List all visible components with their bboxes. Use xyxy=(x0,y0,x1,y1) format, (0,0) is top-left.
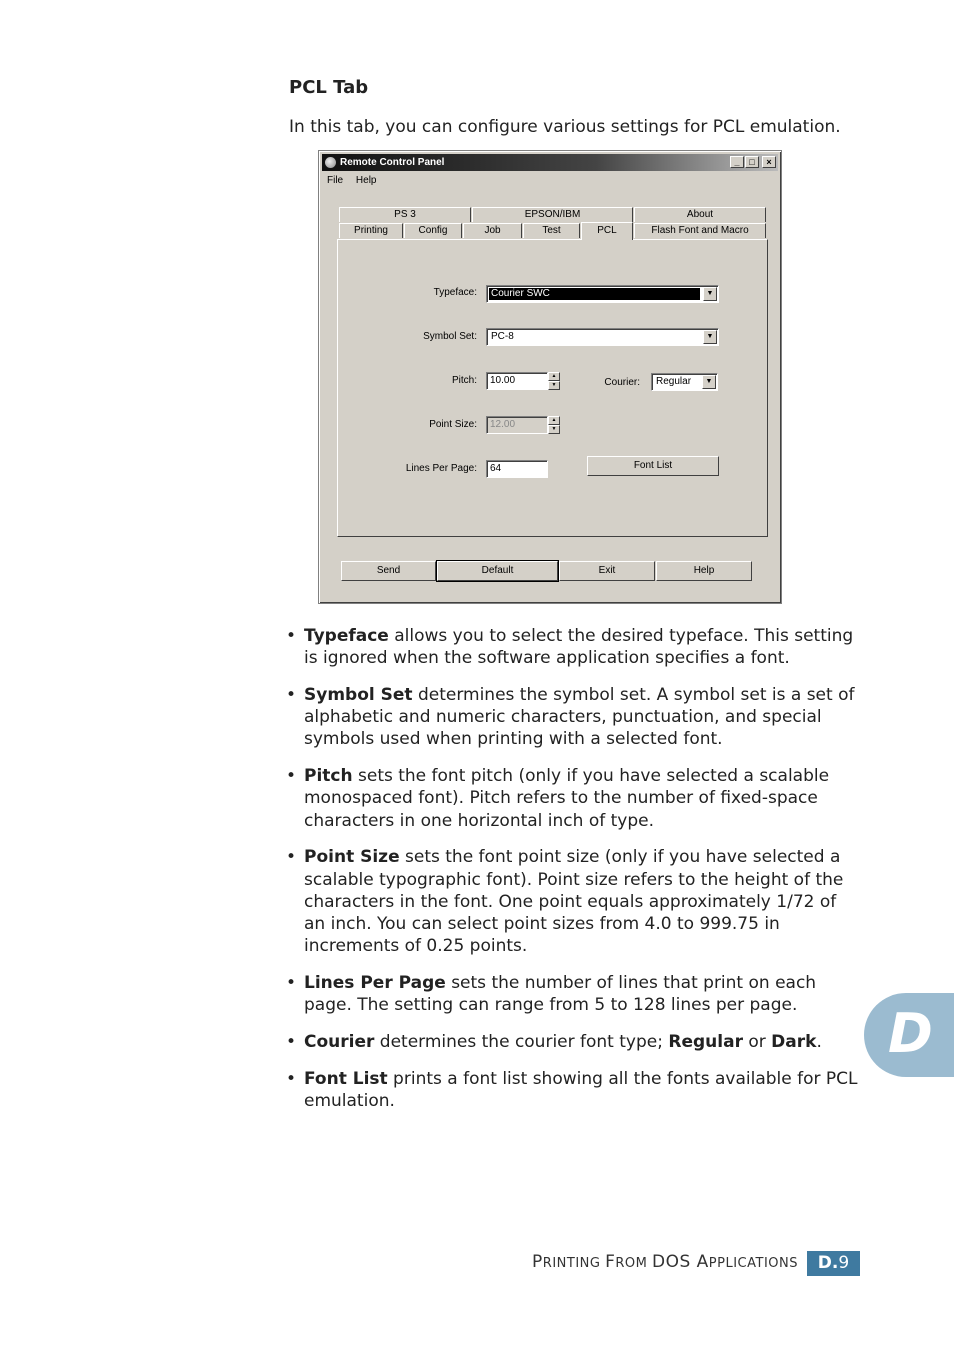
chapter-letter: D xyxy=(888,1002,933,1065)
spin-up-icon: ▲ xyxy=(548,416,560,425)
point-size-label: Point Size: xyxy=(429,419,477,430)
description: allows you to select the desired typeface. This setting is ignored when the software application specifies a font. xyxy=(304,626,854,669)
description: . xyxy=(816,1032,822,1053)
description: or xyxy=(742,1032,772,1053)
bullet-icon: • xyxy=(286,626,297,646)
intro-text: In this tab, you can configure various settings for PCL emulation. xyxy=(289,117,841,137)
default-button[interactable]: Default xyxy=(437,561,558,581)
term-dark: Dark xyxy=(771,1032,817,1053)
point-size-input xyxy=(486,416,548,434)
lines-per-page-value: 64 xyxy=(490,463,502,474)
footer-text: ROM xyxy=(615,1256,652,1271)
list-item xyxy=(286,846,861,957)
maximize-button[interactable]: □ xyxy=(745,156,759,168)
description: determines the symbol set. A symbol set is a set of alphabetic and numeric characters, punctuation, and special symbols used when printing with a selected font. xyxy=(304,685,855,750)
bullet-icon: • xyxy=(286,685,297,705)
footer-text: F xyxy=(605,1252,616,1272)
font-list-button[interactable]: Font List xyxy=(587,456,719,476)
chevron-down-icon[interactable]: ▼ xyxy=(703,287,717,301)
footer-text: PPLICATIONS xyxy=(708,1256,798,1271)
tab-test[interactable]: Test xyxy=(523,223,580,238)
term: Typeface xyxy=(304,626,389,646)
description: sets the font point size (only if you have selected a scalable typographic font). Point size refers to the height of the characters in the font. One point equals approximately 1/72 of an inch. You can select point sizes from 4.0 to 999.75 in increments of 0.25 points. xyxy=(304,847,844,957)
term: Courier xyxy=(304,1032,375,1053)
spin-down-icon: ▼ xyxy=(548,425,560,434)
point-size-spinner xyxy=(548,416,560,434)
term: Symbol Set xyxy=(304,685,413,705)
bullet-icon: • xyxy=(286,847,297,868)
menu-bar xyxy=(327,174,386,188)
footer-text: DOS A xyxy=(652,1252,709,1272)
list-item xyxy=(286,1031,861,1053)
symbol-set-value: PC-8 xyxy=(491,331,514,342)
list-item xyxy=(286,1068,861,1112)
running-footer xyxy=(532,1252,798,1272)
bullet-icon: • xyxy=(286,766,297,787)
tab-pcl[interactable]: PCL xyxy=(581,222,633,240)
lines-per-page-label: Lines Per Page: xyxy=(405,463,477,474)
app-icon xyxy=(325,157,336,168)
list-item xyxy=(286,625,861,669)
chapter-tab xyxy=(864,993,954,1077)
title-bar[interactable] xyxy=(322,154,778,171)
bullet-icon: • xyxy=(286,1068,297,1089)
remote-control-panel-window xyxy=(318,150,782,604)
description: sets the number of lines that print on each page. The setting can range from 5 to 128 lines per page. xyxy=(304,973,817,1016)
chevron-down-icon[interactable]: ▼ xyxy=(702,375,716,389)
bullet-icon: • xyxy=(286,973,297,994)
spin-up-icon[interactable]: ▲ xyxy=(548,372,560,381)
window-title: Remote Control Panel xyxy=(340,157,445,168)
footer-text: RINTING xyxy=(542,1256,606,1271)
lines-per-page-input[interactable] xyxy=(486,460,548,478)
term-regular: Regular xyxy=(668,1032,743,1053)
page-prefix: D. xyxy=(817,1253,839,1273)
page-num: 9 xyxy=(838,1253,850,1273)
term: Pitch xyxy=(304,766,353,787)
symbol-set-select[interactable] xyxy=(486,328,719,346)
description: prints a font list showing all the fonts available for PCL emulation. xyxy=(304,1068,858,1112)
pitch-value: 10.00 xyxy=(490,375,516,386)
section-heading: PCL Tab xyxy=(289,77,369,98)
term: Point Size xyxy=(304,847,400,868)
symbol-set-label: Symbol Set: xyxy=(423,331,477,342)
tab-config[interactable]: Config xyxy=(404,223,462,238)
tab-job[interactable]: Job xyxy=(463,223,522,238)
courier-value: Regular xyxy=(656,376,692,387)
send-button[interactable]: Send xyxy=(341,561,436,581)
menu-help[interactable]: Help xyxy=(355,175,377,186)
list-item xyxy=(286,684,861,751)
close-button[interactable]: × xyxy=(762,156,776,168)
term: Lines Per Page xyxy=(304,973,446,994)
option-descriptions xyxy=(286,625,861,1127)
page-number xyxy=(807,1251,860,1276)
pitch-label: Pitch: xyxy=(451,375,477,386)
help-button[interactable]: Help xyxy=(656,561,752,581)
list-item xyxy=(286,972,861,1016)
typeface-label: Typeface: xyxy=(433,287,477,298)
list-item xyxy=(286,765,861,832)
courier-label: Courier: xyxy=(604,377,640,388)
minimize-button[interactable]: _ xyxy=(730,156,744,168)
pitch-input[interactable] xyxy=(486,372,548,390)
chevron-down-icon[interactable]: ▼ xyxy=(703,330,717,344)
description: sets the font pitch (only if you have selected a scalable monospaced font). Pitch refers to the number of fixed-space characters in one horizontal inch of type. xyxy=(304,766,830,831)
term: Font List xyxy=(304,1068,388,1089)
exit-button[interactable]: Exit xyxy=(559,561,655,581)
tab-about[interactable]: About xyxy=(634,207,766,222)
footer-text: P xyxy=(532,1252,543,1272)
point-size-value: 12.00 xyxy=(490,419,516,430)
tab-epson-ibm[interactable]: EPSON/IBM xyxy=(472,207,633,222)
courier-select[interactable] xyxy=(651,373,718,391)
description: determines the courier font type; xyxy=(374,1032,669,1053)
spin-down-icon[interactable]: ▼ xyxy=(548,381,560,390)
typeface-value: Courier SWC xyxy=(489,288,700,300)
bullet-icon: • xyxy=(286,1032,297,1053)
typeface-select[interactable] xyxy=(486,285,719,303)
tab-ps3[interactable]: PS 3 xyxy=(339,207,471,222)
tab-printing[interactable]: Printing xyxy=(339,223,403,238)
tab-flash-font-and-macro[interactable]: Flash Font and Macro xyxy=(634,223,766,238)
menu-file[interactable]: File xyxy=(327,175,344,186)
